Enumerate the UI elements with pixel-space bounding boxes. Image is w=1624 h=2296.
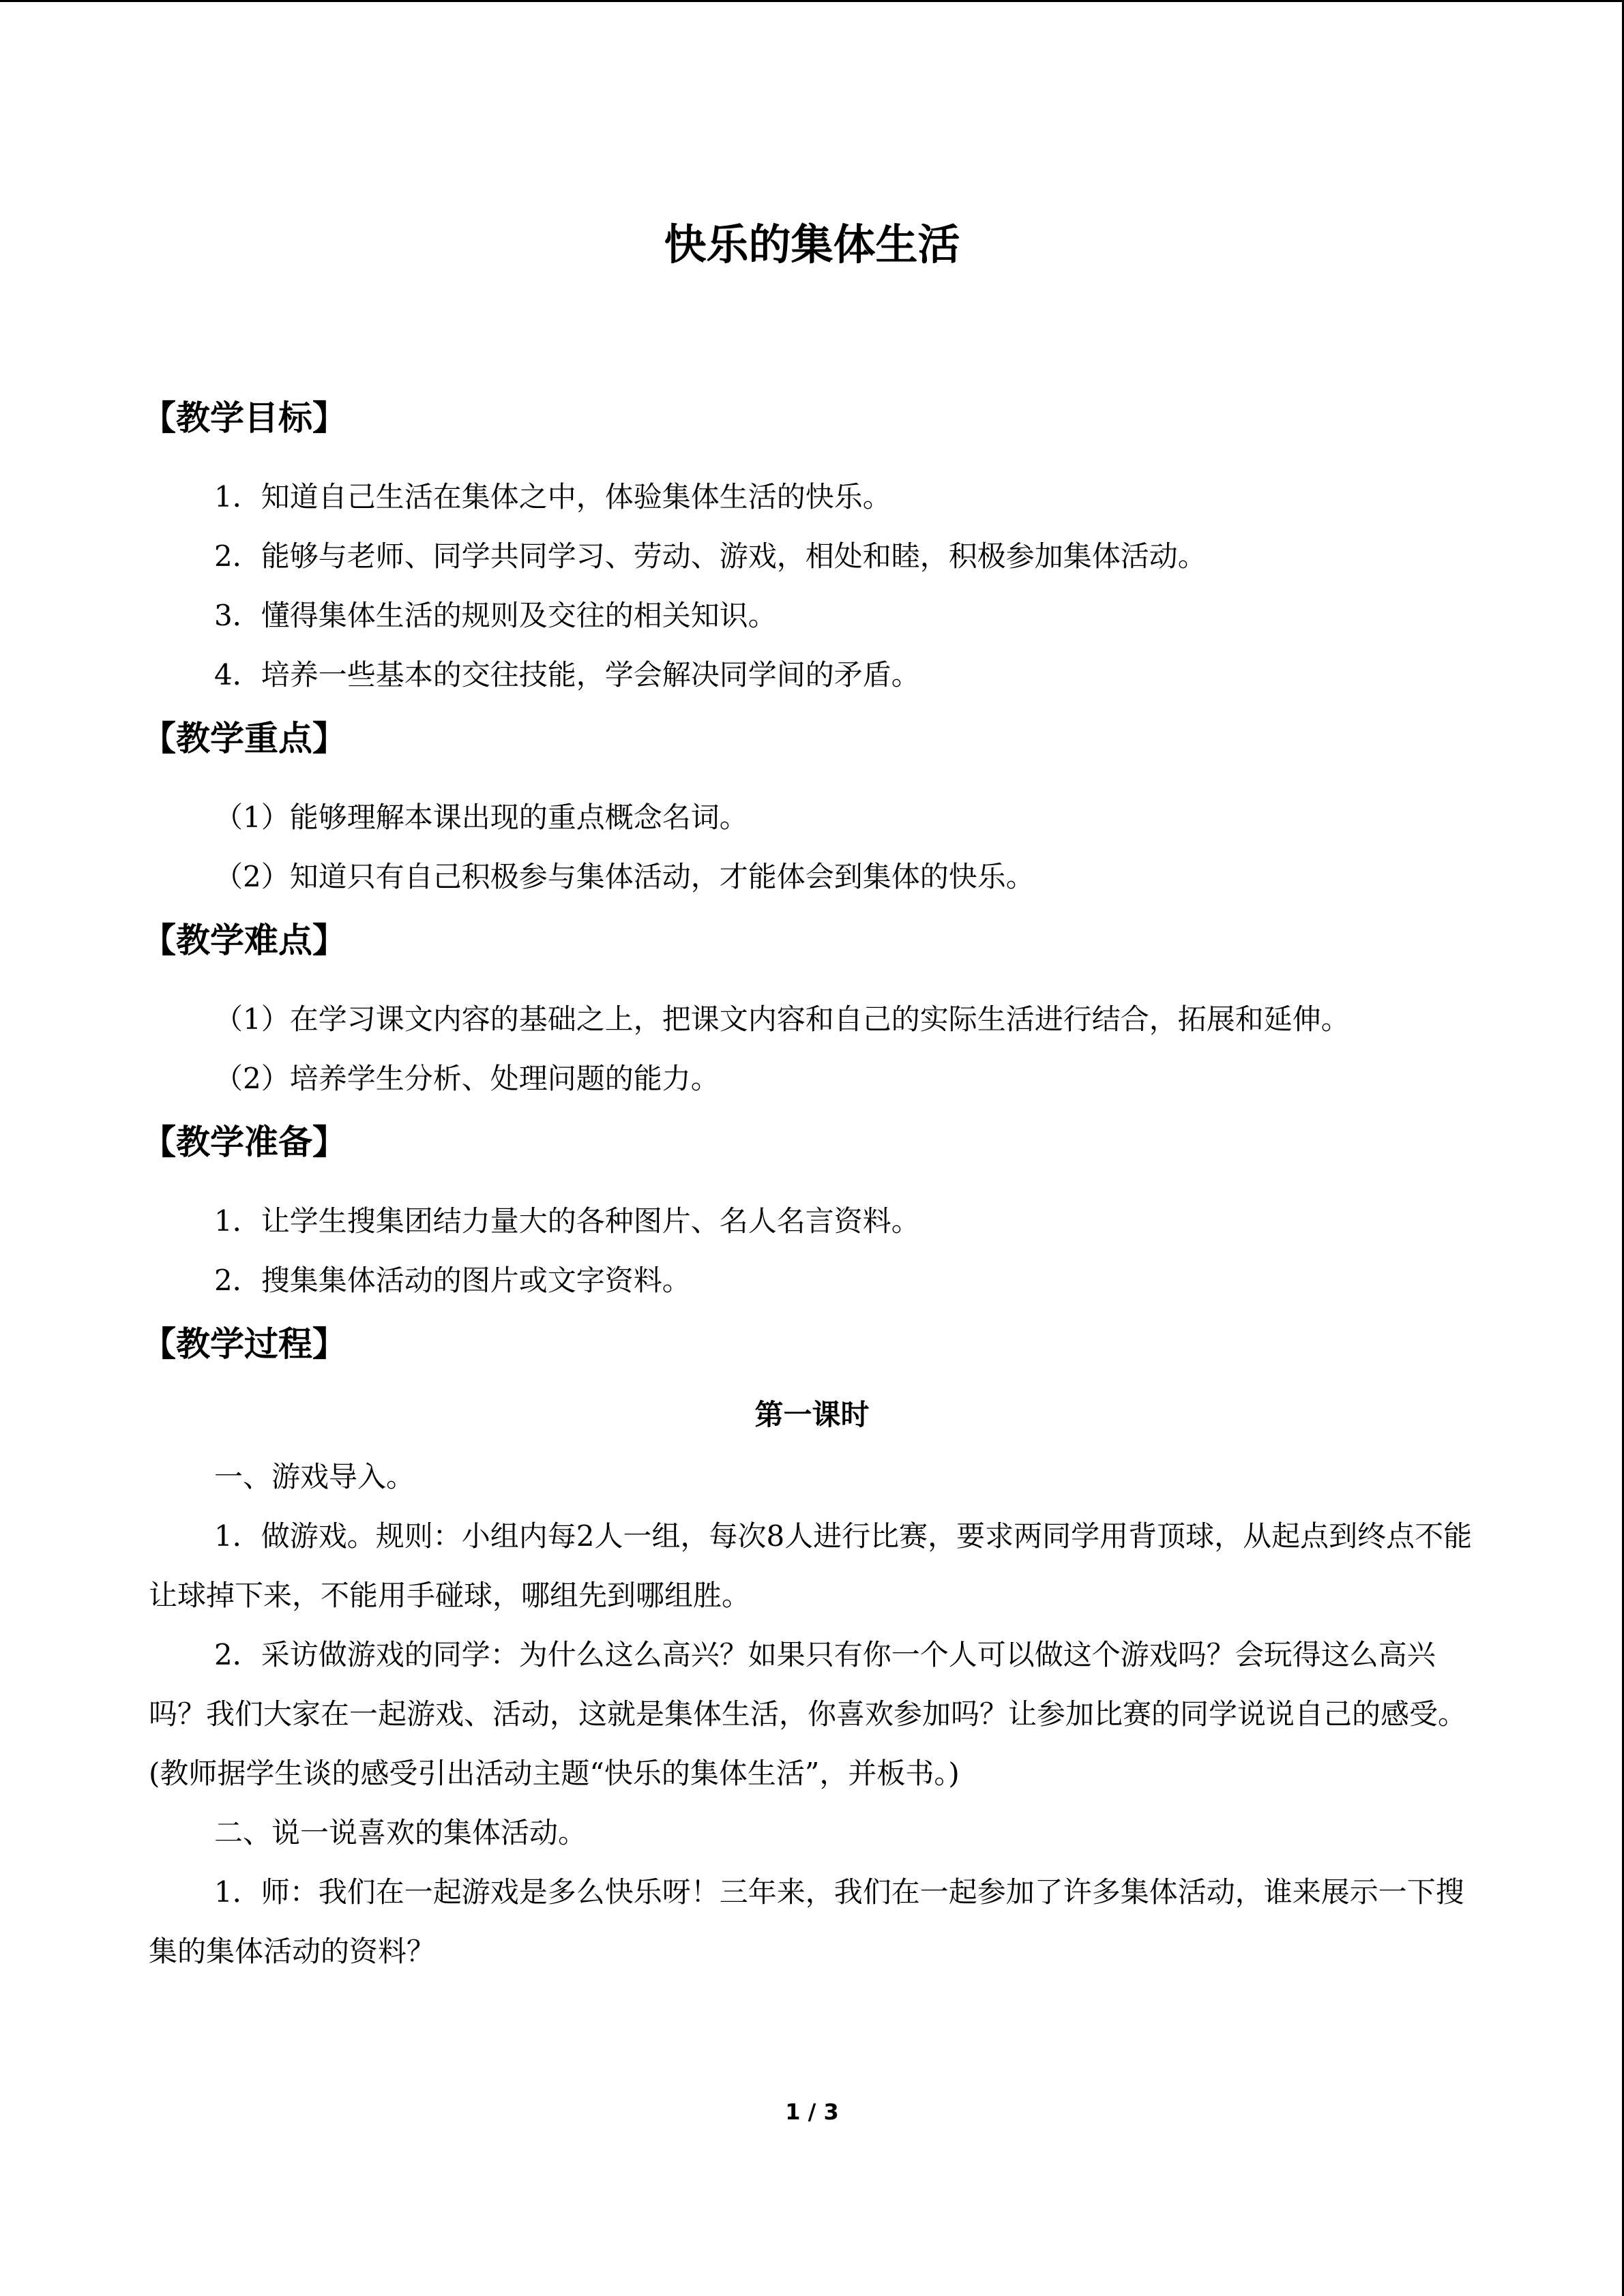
objective-item: 2．能够与老师、同学共同学习、劳动、游戏，相处和睦，积极参加集体活动。: [214, 539, 1207, 573]
difficulty-item: （2）培养学生分析、处理问题的能力。: [214, 1062, 720, 1095]
preparation-item: 1．让学生搜集团结力量大的各种图片、名人名言资料。: [214, 1204, 920, 1238]
preparation-item: 2．搜集集体活动的图片或文字资料。: [214, 1264, 691, 1297]
lesson-title: 第一课时: [754, 1398, 870, 1431]
objective-item: 1．知道自己生活在集体之中，体验集体生活的快乐。: [214, 480, 891, 513]
section-heading-process: 【教学过程】: [142, 1324, 346, 1364]
objective-item: 3．懂得集体生活的规则及交往的相关知识。: [214, 599, 777, 632]
section-heading-difficulties: 【教学难点】: [142, 921, 346, 960]
key-point-item: （2）知道只有自己积极参与集体活动，才能体会到集体的快乐。: [214, 860, 1035, 893]
document-body: [142, 384, 1475, 1981]
page-number: 1 / 3: [785, 2099, 839, 2125]
section-heading-key-points: 【教学重点】: [142, 719, 346, 758]
process-item: 2．采访做游戏的同学：为什么这么高兴？如果只有你一个人可以做这个游戏吗？会玩得这么高兴吗？我们大家在一起游戏、活动，这就是集体生活，你喜欢参加吗？让参加比赛的同学说说自己的感受。(教师据学生谈的感受引出活动主题“快乐的集体生活”，并板书。): [149, 1638, 1467, 1790]
objective-item: 4．培养一些基本的交往技能，学会解决同学间的矛盾。: [214, 658, 920, 691]
key-point-item: （1）能够理解本课出现的重点概念名词。: [214, 801, 748, 834]
section-heading-preparation: 【教学准备】: [142, 1122, 346, 1162]
process-item: 一、游戏导入。: [214, 1460, 415, 1493]
section-heading-objectives: 【教学目标】: [142, 398, 346, 438]
process-item: 1．做游戏。规则：小组内每2人一组，每次8人进行比赛，要求两同学用背顶球，从起点到终点不能让球掉下来，不能用手碰球，哪组先到哪组胜。: [149, 1519, 1473, 1612]
page-title: 快乐的集体生活: [664, 220, 960, 269]
process-item: 1．师：我们在一起游戏是多么快乐呀！三年来，我们在一起参加了许多集体活动，谁来展示一下搜集的集体活动的资料？: [149, 1875, 1464, 1968]
difficulty-item: （1）在学习课文内容的基础之上，把课文内容和自己的实际生活进行结合，拓展和延伸。: [214, 1002, 1350, 1036]
process-item: 二、说一说喜欢的集体活动。: [214, 1816, 587, 1849]
